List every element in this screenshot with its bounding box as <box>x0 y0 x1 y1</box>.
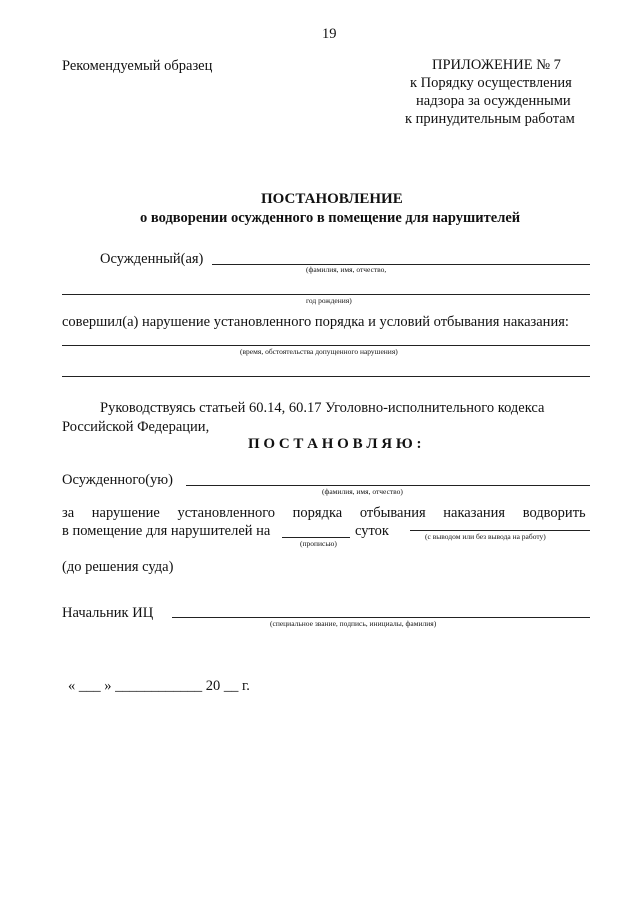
sample-label: Рекомендуемый образец <box>62 58 213 74</box>
document-subtitle: о водворении осужденного в помещение для нарушителей <box>140 210 521 226</box>
order-text: за нарушение установленного порядка отбывания наказания водворить <box>62 505 586 521</box>
appendix-line: к принудительным работам <box>405 111 575 127</box>
work-field[interactable] <box>410 530 590 531</box>
violation-field-2[interactable] <box>62 376 590 377</box>
days-label: суток <box>355 523 389 539</box>
field-caption: (прописью) <box>300 539 337 548</box>
appendix-line: к Порядку осуществления <box>410 75 572 91</box>
convict2-label: Осужденного(ую) <box>62 472 173 488</box>
court-note: (до решения суда) <box>62 559 174 575</box>
order-text: в помещение для нарушителей на <box>62 523 271 539</box>
field-caption: год рождения) <box>306 296 352 305</box>
violation-field[interactable] <box>62 345 590 346</box>
field-caption: (время, обстоятельства допущенного нарушения) <box>240 347 398 356</box>
appendix-line: надзора за осужденными <box>416 93 571 109</box>
field-caption: (фамилия, имя, отчество, <box>306 265 387 274</box>
convict-birth-field[interactable] <box>62 294 590 295</box>
violation-text: совершил(а) нарушение установленного порядка и условий отбывания наказания: <box>62 314 569 330</box>
basis-text: Руководствуясь статьей 60.14, 60.17 Уголовно-исполнительного кодекса <box>100 400 545 416</box>
document-title: ПОСТАНОВЛЕНИЕ <box>261 191 403 207</box>
field-caption: (специальное звание, подпись, инициалы, фамилия) <box>270 619 437 628</box>
page-number: 19 <box>322 26 337 42</box>
chief-signature-field[interactable] <box>172 617 590 618</box>
convict-name-field[interactable] <box>212 264 590 265</box>
decree-heading: П О С Т А Н О В Л Я Ю : <box>248 436 422 452</box>
field-caption: (фамилия, имя, отчество) <box>322 487 403 496</box>
convict-label: Осужденный(ая) <box>100 251 204 267</box>
chief-label: Начальник ИЦ <box>62 605 154 621</box>
basis-text: Российской Федерации, <box>62 419 210 435</box>
appendix-title: ПРИЛОЖЕНИЕ № 7 <box>432 57 561 73</box>
convict2-name-field[interactable] <box>186 485 590 486</box>
days-field[interactable] <box>282 537 350 538</box>
field-caption: (с выводом или без вывода на работу) <box>425 532 546 541</box>
date-line[interactable]: « ___ » ____________ 20 __ г. <box>68 678 250 694</box>
